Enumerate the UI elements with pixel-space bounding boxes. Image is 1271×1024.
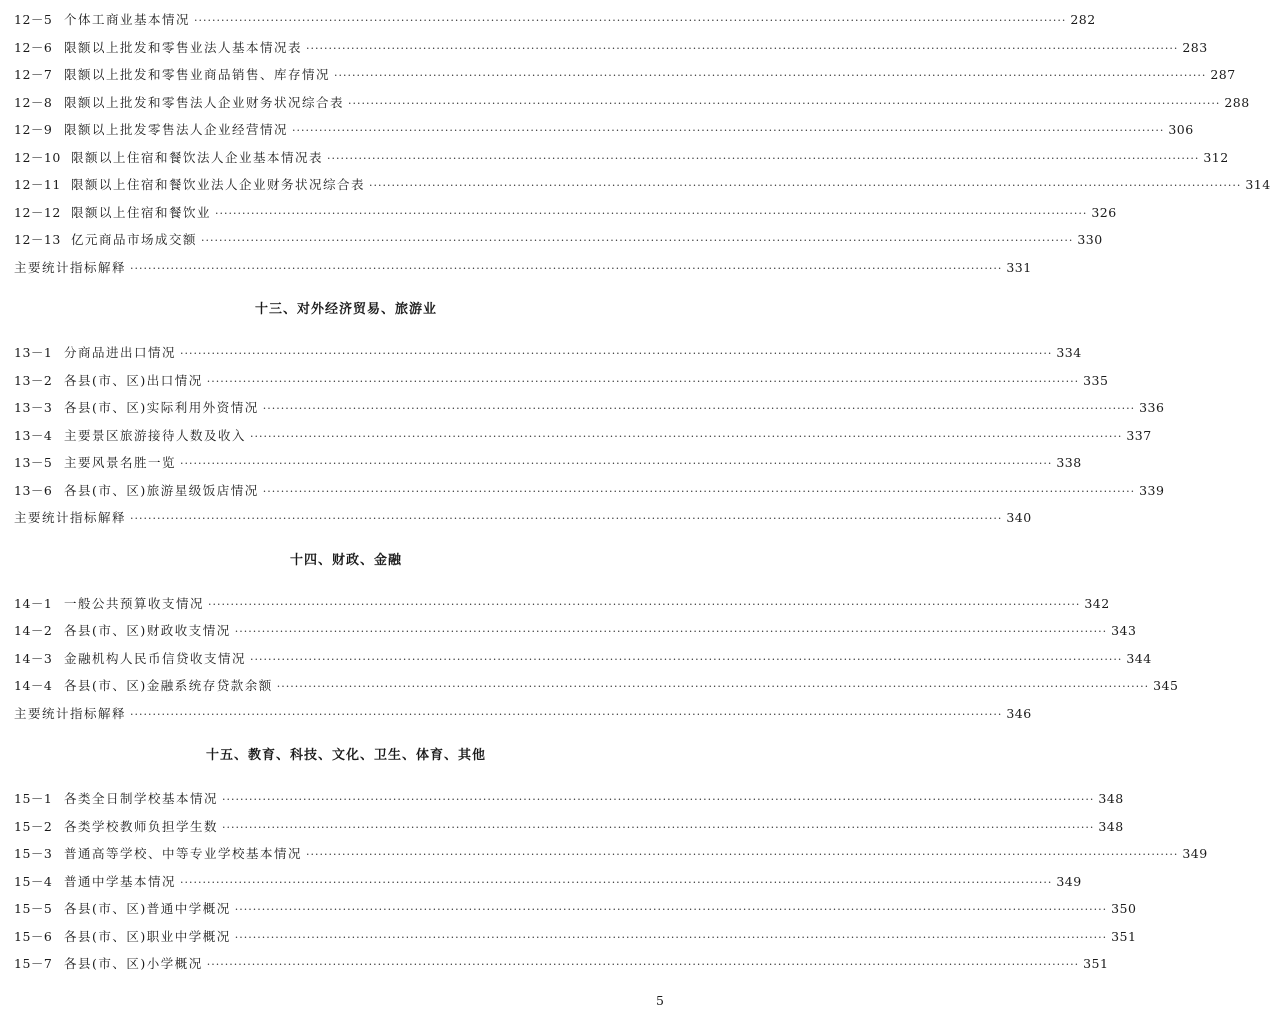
entry-page: 338 xyxy=(1056,455,1082,470)
dot-leader xyxy=(306,34,1178,63)
entry-number: 15－4 xyxy=(14,873,53,889)
toc-entry[interactable] xyxy=(14,422,1152,450)
dot-leader xyxy=(207,950,1079,979)
entry-title: 各县(市、区)金融系统存贷款余额 xyxy=(64,678,273,693)
entry-page: 339 xyxy=(1139,482,1165,498)
dot-leader xyxy=(201,226,1073,255)
dot-leader xyxy=(208,590,1080,619)
dot-leader xyxy=(180,868,1052,897)
toc-entry[interactable] xyxy=(14,617,1137,645)
toc-entry[interactable] xyxy=(14,449,1082,477)
dot-leader xyxy=(334,61,1206,90)
toc-entry[interactable] xyxy=(14,34,1208,62)
entry-number: 13－4 xyxy=(14,427,53,443)
entry-page: 331 xyxy=(1006,259,1032,275)
entry-number: 12－10 xyxy=(14,149,61,165)
dot-leader xyxy=(250,645,1122,674)
entry-title: 各县(市、区)职业中学概况 xyxy=(64,928,231,944)
entry-number: 12－11 xyxy=(14,177,61,192)
entry-title: 主要风景名胜一览 xyxy=(64,455,177,470)
dot-leader xyxy=(235,617,1107,646)
dot-leader xyxy=(180,339,1052,368)
entry-number: 13－1 xyxy=(14,345,53,360)
entry-page: 283 xyxy=(1182,39,1208,55)
entry-title: 个体工商业基本情况 xyxy=(64,12,191,27)
section-heading-14: 十四、财政、金融 xyxy=(289,552,402,568)
entry-page: 335 xyxy=(1083,372,1109,388)
entry-title: 普通中学基本情况 xyxy=(64,873,177,889)
toc-entry-explanations[interactable] xyxy=(14,504,1032,532)
entry-number: 14－1 xyxy=(14,595,53,611)
entry-title: 限额以上批发和零售业商品销售、库存情况 xyxy=(64,67,331,82)
table-of-contents xyxy=(14,6,1271,978)
dot-leader xyxy=(194,6,1066,35)
section-heading-15: 十五、教育、科技、文化、卫生、体育、其他 xyxy=(205,748,486,763)
dot-leader xyxy=(263,477,1135,506)
entry-page: 345 xyxy=(1153,678,1179,693)
toc-entry[interactable] xyxy=(14,840,1208,868)
toc-entry[interactable] xyxy=(14,672,1179,700)
entry-page: 344 xyxy=(1126,650,1152,666)
dot-leader xyxy=(235,895,1107,924)
entry-title: 限额以上住宿和餐饮业法人企业财务状况综合表 xyxy=(71,177,366,192)
entry-title: 主要景区旅游接待人数及收入 xyxy=(64,427,247,443)
toc-entry[interactable] xyxy=(14,477,1165,505)
dot-leader xyxy=(369,171,1241,200)
toc-group-12 xyxy=(14,6,1271,281)
dot-leader xyxy=(215,199,1087,228)
entry-title: 各县(市、区)财政收支情况 xyxy=(64,623,231,638)
entry-title: 一般公共预算收支情况 xyxy=(64,595,205,611)
entry-page: 314 xyxy=(1245,177,1271,192)
entry-title: 金融机构人民币信贷收支情况 xyxy=(64,650,247,666)
toc-entry-explanations[interactable] xyxy=(14,254,1032,282)
toc-entry-explanations[interactable] xyxy=(14,700,1032,728)
toc-entry[interactable] xyxy=(14,394,1165,422)
entry-title: 各县(市、区)实际利用外资情况 xyxy=(64,400,259,415)
toc-entry[interactable] xyxy=(14,785,1124,813)
entry-page: 342 xyxy=(1084,595,1110,611)
entry-title: 限额以上批发零售法人企业经营情况 xyxy=(64,122,289,137)
entry-title: 主要统计指标解释 xyxy=(14,705,127,721)
entry-page: 349 xyxy=(1056,873,1082,889)
entry-title: 限额以上住宿和餐饮法人企业基本情况表 xyxy=(71,149,324,165)
toc-entry[interactable] xyxy=(14,868,1082,896)
dot-leader xyxy=(348,89,1220,118)
entry-number: 15－2 xyxy=(14,818,53,834)
entry-page: 348 xyxy=(1098,791,1124,806)
page-number: 5 xyxy=(656,993,664,1008)
dot-leader xyxy=(263,394,1135,423)
entry-page: 351 xyxy=(1111,928,1137,944)
entry-page: 343 xyxy=(1111,623,1137,638)
entry-page: 306 xyxy=(1168,122,1194,137)
entry-page: 312 xyxy=(1203,149,1229,165)
entry-number: 13－2 xyxy=(14,372,53,388)
entry-page: 346 xyxy=(1006,705,1032,721)
entry-title: 各县(市、区)小学概况 xyxy=(64,956,203,971)
dot-leader xyxy=(327,144,1199,173)
toc-entry[interactable] xyxy=(14,116,1194,144)
dot-leader xyxy=(130,254,1002,283)
entry-page: 340 xyxy=(1006,510,1032,525)
entry-page: 350 xyxy=(1111,901,1137,916)
entry-number: 15－3 xyxy=(14,846,53,861)
entry-page: 336 xyxy=(1139,400,1165,415)
entry-title: 各类学校教师负担学生数 xyxy=(64,818,219,834)
dot-leader xyxy=(250,422,1122,451)
entry-number: 15－6 xyxy=(14,928,53,944)
entry-number: 14－2 xyxy=(14,623,53,638)
toc-entry[interactable] xyxy=(14,813,1124,841)
entry-page: 282 xyxy=(1070,12,1096,27)
entry-page: 348 xyxy=(1098,818,1124,834)
entry-page: 287 xyxy=(1210,67,1236,82)
toc-entry[interactable] xyxy=(14,61,1236,89)
toc-entry[interactable] xyxy=(14,226,1103,254)
entry-number: 12－5 xyxy=(14,12,53,27)
entry-title: 各县(市、区)普通中学概况 xyxy=(64,901,231,916)
toc-entry[interactable] xyxy=(14,199,1117,227)
entry-number: 13－3 xyxy=(14,400,53,415)
entry-page: 337 xyxy=(1126,427,1152,443)
dot-leader xyxy=(277,672,1149,701)
toc-group-15 xyxy=(14,785,1208,978)
entry-page: 334 xyxy=(1056,345,1082,360)
dot-leader xyxy=(306,840,1178,869)
dot-leader xyxy=(207,367,1079,396)
dot-leader xyxy=(130,700,1002,729)
entry-title: 普通高等学校、中等专业学校基本情况 xyxy=(64,846,303,861)
entry-title: 主要统计指标解释 xyxy=(14,259,127,275)
entry-number: 12－8 xyxy=(14,94,53,110)
dot-leader xyxy=(292,116,1164,145)
dot-leader xyxy=(180,449,1052,478)
entry-number: 12－9 xyxy=(14,122,53,137)
entry-title: 主要统计指标解释 xyxy=(14,510,127,525)
entry-page: 326 xyxy=(1091,204,1117,220)
entry-title: 限额以上批发和零售法人企业财务状况综合表 xyxy=(64,94,345,110)
toc-entry[interactable] xyxy=(14,144,1229,172)
toc-entry[interactable] xyxy=(14,895,1137,923)
entry-title: 各县(市、区)出口情况 xyxy=(64,372,203,388)
toc-entry[interactable] xyxy=(14,590,1110,618)
entry-number: 12－7 xyxy=(14,67,53,82)
dot-leader xyxy=(130,504,1002,533)
entry-page: 349 xyxy=(1182,846,1208,861)
entry-number: 14－4 xyxy=(14,678,53,693)
toc-entry[interactable] xyxy=(14,339,1082,367)
entry-number: 14－3 xyxy=(14,650,53,666)
entry-number: 15－5 xyxy=(14,901,53,916)
toc-entry[interactable] xyxy=(14,645,1152,673)
entry-number: 15－7 xyxy=(14,956,53,971)
toc-group-14 xyxy=(14,590,1179,728)
toc-entry[interactable] xyxy=(14,171,1271,199)
entry-number: 13－5 xyxy=(14,455,53,470)
dot-leader xyxy=(235,923,1107,952)
section-heading-13: 十三、对外经济贸易、旅游业 xyxy=(254,302,437,317)
toc-entry[interactable] xyxy=(14,6,1096,34)
entry-page: 288 xyxy=(1224,94,1250,110)
toc-entry[interactable] xyxy=(14,950,1109,978)
toc-entry[interactable] xyxy=(14,89,1250,117)
dot-leader xyxy=(222,785,1094,814)
entry-title: 各类全日制学校基本情况 xyxy=(64,791,219,806)
entry-title: 限额以上住宿和餐饮业 xyxy=(71,204,212,220)
entry-title: 各县(市、区)旅游星级饭店情况 xyxy=(64,482,259,498)
toc-entry[interactable] xyxy=(14,367,1109,395)
entry-number: 12－6 xyxy=(14,39,53,55)
dot-leader xyxy=(222,813,1094,842)
entry-number: 12－13 xyxy=(14,232,61,247)
entry-number: 15－1 xyxy=(14,791,53,806)
toc-entry[interactable] xyxy=(14,923,1137,951)
entry-title: 亿元商品市场成交额 xyxy=(71,232,198,247)
entry-number: 13－6 xyxy=(14,482,53,498)
toc-group-13 xyxy=(14,339,1165,532)
entry-page: 330 xyxy=(1077,232,1103,247)
entry-title: 分商品进出口情况 xyxy=(64,345,177,360)
entry-title: 限额以上批发和零售业法人基本情况表 xyxy=(64,39,303,55)
entry-page: 351 xyxy=(1083,956,1109,971)
entry-number: 12－12 xyxy=(14,204,61,220)
